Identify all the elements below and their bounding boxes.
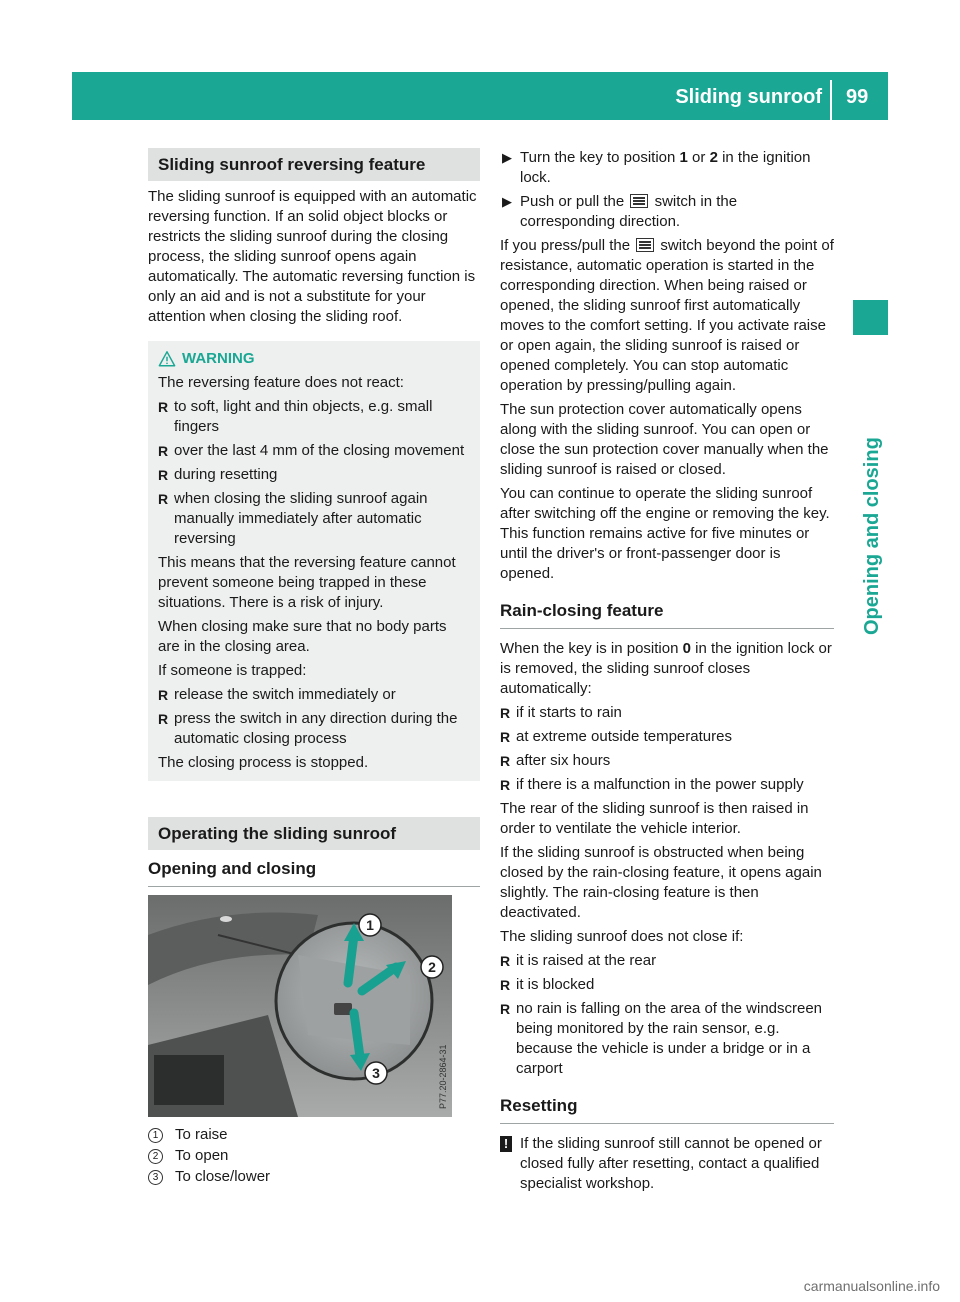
legend-item: 2 To open	[148, 1146, 480, 1166]
list-item: R over the last 4 mm of the closing movement	[158, 442, 465, 459]
auto-operation-text: If you press/pull the switch beyond the point of resistance, automatic operation is started in the corresponding direction. When being raised or opened, the sliding sunroof first automatically moves to the comfort setting. If you activate raise or open again, the sliding sunroof is raised or opened completely. You can stop automatic operation by pressing/pulling again.	[500, 237, 834, 394]
legend-item: 1 To raise	[148, 1125, 480, 1145]
warning-p1: This means that the reversing feature cannot prevent someone being trapped in these situations. There is a risk of injury.	[158, 554, 456, 611]
reversing-body: The sliding sunroof is equipped with an automatic reversing function. If an solid object blocks or restricts the sliding sunroof during the closing process, the sliding sunroof opens again automatically. The automatic reversing function is only an aid and is not a substitute for your attention when closing the sliding roof.	[148, 188, 477, 325]
svg-text:2: 2	[428, 959, 436, 975]
callout-3	[365, 1062, 387, 1084]
side-tab-marker	[853, 300, 888, 335]
notice-exclamation-icon: !	[500, 1136, 512, 1152]
step-item: ▶ Push or pull the switch in the corresponding direction.	[502, 193, 738, 230]
warning-triangle-icon	[158, 350, 176, 368]
list-item: R after six hours	[500, 752, 611, 769]
step-arrow-icon: ▶	[502, 194, 512, 209]
section-heading-reversing: Sliding sunroof reversing feature	[148, 148, 480, 181]
notice-text: If the sliding sunroof still cannot be opened or closed fully after resetting, contact a qualified specialist workshop.	[520, 1135, 822, 1192]
subheading-rain-closing: Rain-closing feature	[500, 600, 834, 629]
list-item: R if it starts to rain	[500, 704, 622, 721]
sunroof-figure	[148, 895, 452, 1117]
svg-text:1: 1	[366, 917, 374, 933]
callout-2	[421, 956, 443, 978]
warning-p4: The closing process is stopped.	[158, 754, 369, 771]
figure-code: P77.20-2864-31	[438, 1044, 448, 1109]
subheading-opening-closing: Opening and closing	[148, 858, 480, 887]
section-heading-operating: Operating the sliding sunroof	[148, 817, 480, 850]
callout-1	[359, 914, 381, 936]
sunroof-switch-icon	[636, 238, 654, 252]
warning-title	[158, 349, 472, 369]
list-item: R at extreme outside temperatures	[500, 728, 732, 745]
header-divider	[830, 80, 832, 120]
legend-item: 3 To close/lower	[148, 1167, 480, 1187]
list-item: R if there is a malfunction in the power supply	[500, 776, 804, 793]
rain-intro: When the key is in position 0 in the ignition lock or is removed, the sliding sunroof closes automatically:	[500, 640, 832, 697]
sunroof-switch-icon	[630, 194, 648, 208]
page-number: 99	[846, 86, 869, 108]
steps-list	[500, 148, 834, 232]
figure-legend	[148, 1125, 480, 1187]
side-tab-chapter: Opening and closing	[861, 437, 883, 635]
list-item: R no rain is falling on the area of the windscreen being monitored by the rain sensor, e.g. because the vehicle is under a bridge or in a carport	[500, 1000, 823, 1077]
continue-operate-text: You can continue to operate the sliding sunroof after switching off the engine or removing the key. This function remains active for five minutes or until the driver's or front-passenger door is opened.	[500, 485, 830, 582]
warning-title-text: WARNING	[182, 350, 255, 367]
list-item: R during resetting	[158, 466, 278, 483]
warning-p3: If someone is trapped:	[158, 662, 307, 679]
svg-text:3: 3	[372, 1065, 380, 1081]
list-item: R release the switch immediately or	[158, 686, 396, 703]
sunroof-illustration	[148, 895, 452, 1117]
right-column	[500, 148, 834, 1194]
sun-protection-text: The sun protection cover automatically opens along with the sliding sunroof. You can open or close the sun protection cover manually when the sliding sunroof is raised or closed.	[500, 401, 829, 478]
header-title: Sliding sunroof	[675, 86, 822, 108]
list-item: R it is raised at the rear	[500, 952, 657, 969]
subheading-resetting: Resetting	[500, 1095, 834, 1124]
warning-list-2	[158, 685, 472, 749]
list-item: R press the switch in any direction during the automatic closing process	[158, 710, 458, 747]
step-item: ▶ Turn the key to position 1 or 2 in the ignition lock.	[502, 149, 811, 186]
list-item: R it is blocked	[500, 976, 595, 993]
rain-conditions-list	[500, 703, 834, 795]
rain-p3: The sliding sunroof does not close if:	[500, 928, 744, 945]
list-item: R to soft, light and thin objects, e.g. small fingers	[158, 398, 433, 435]
rain-p2: If the sliding sunroof is obstructed when being closed by the rain-closing feature, it opens again slightly. The rain-closing feature is then deactivated.	[500, 844, 822, 921]
warning-p2: When closing make sure that no body parts are in the closing area.	[158, 618, 447, 655]
list-item: R when closing the sliding sunroof again manually immediately after automatic reversing	[158, 490, 428, 547]
warning-intro: The reversing feature does not react:	[158, 374, 404, 391]
notice	[500, 1134, 834, 1194]
left-column	[148, 148, 480, 1188]
watermark: carmanualsonline.info	[803, 1278, 940, 1294]
no-close-list	[500, 951, 834, 1079]
warning-list	[158, 397, 472, 549]
warning-box	[148, 341, 480, 781]
step-arrow-icon: ▶	[502, 150, 512, 165]
rain-p1: The rear of the sliding sunroof is then raised in order to ventilate the vehicle interior.	[500, 800, 809, 837]
